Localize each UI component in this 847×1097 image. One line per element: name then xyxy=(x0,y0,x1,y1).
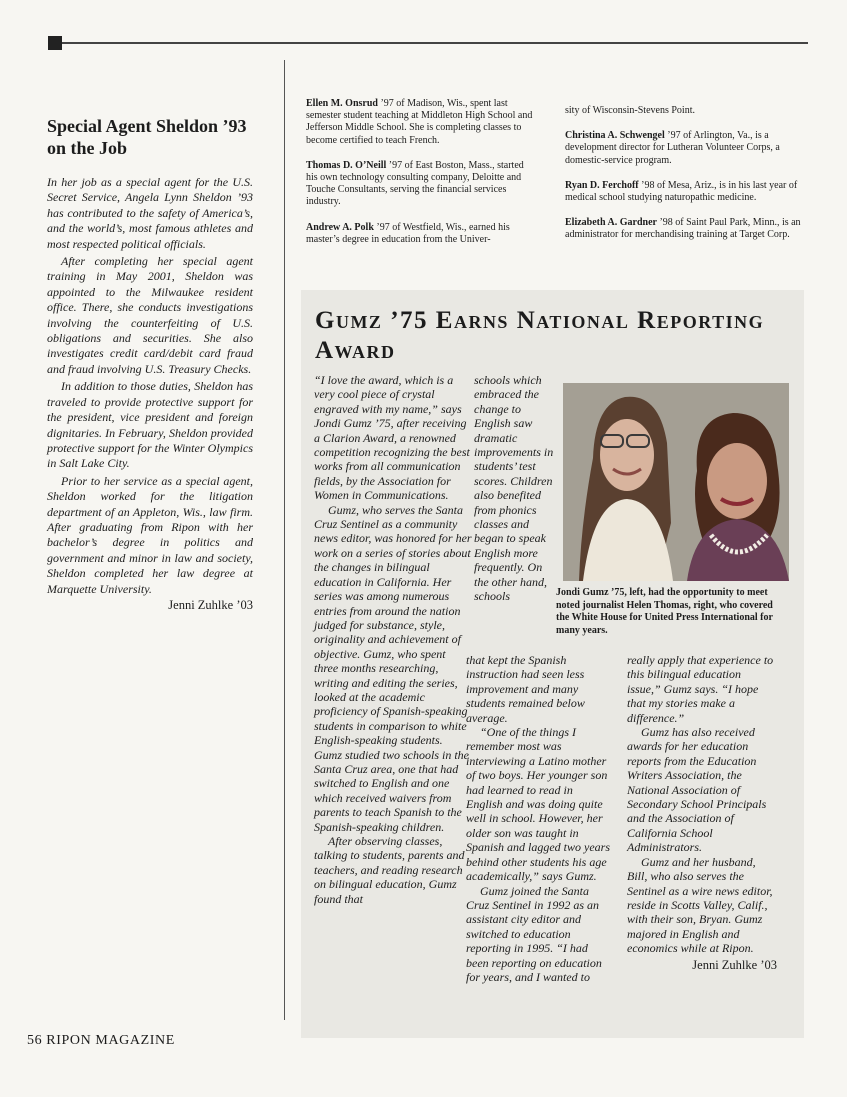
feature-article-box xyxy=(301,290,804,1038)
article-paragraph: Gumz joined the Santa Cruz Sentinel in 1992 as an assistant city editor and switched to education reporting in 1995. “I had been reporting on education for years, and I wanted to xyxy=(466,883,602,984)
class-note-name: Thomas D. O’Neill xyxy=(306,159,387,171)
feature-headline: Gumz ’75 Earns National Reporting Award xyxy=(315,307,765,364)
class-note xyxy=(565,217,803,241)
article-column-2 xyxy=(466,653,610,984)
article-paragraph: really apply that experience to this bilingual education issue,” Gumz says. “I hope that my stories make a difference.” xyxy=(627,653,774,725)
class-note-text: ’98 of Mesa, Ariz., is in his last year of medical school studying naturopathic medicine. xyxy=(565,179,798,204)
class-note-name: Elizabeth A. Gardner xyxy=(565,217,657,229)
article-paragraph: Gumz has also received awards for her education reports from the Education Writers Association, the National Association of Secondary School Principals and the Association of California School Administrators. xyxy=(627,725,767,855)
article-paragraph: that kept the Spanish instruction had seen less improvement and many students remained below average. xyxy=(466,653,585,725)
sidebar-byline: Jenni Zuhlke ’03 xyxy=(168,597,253,612)
top-rule xyxy=(48,40,808,46)
column-divider xyxy=(284,60,285,1020)
sidebar-paragraph: Prior to her service as a special agent, Sheldon worked for the litigation department of an Appleton, Wis., law firm. After graduating from Ripon with her bachelor’s degree in politics and government and minor in law and society, Sheldon completed her law degree at Marquette University. xyxy=(47,473,253,596)
class-note xyxy=(565,180,803,204)
header-rule-line xyxy=(62,42,808,44)
sidebar-paragraph: In her job as a special agent for the U.S. Secret Service, Angela Lynn Sheldon ’93 has contributed to the safety of America’s, and the world’s, most famous athletes and most respected political officials. xyxy=(47,175,253,251)
class-notes-column-2 xyxy=(565,105,803,255)
article-paragraph: Gumz and her husband, Bill, who also serves the Sentinel as a wire news editor, reside in Scotts Valley, Calif., with their son, Bryan. Gumz majored in English and economics while at Ripon. xyxy=(627,854,773,956)
article-byline: Jenni Zuhlke ’03 xyxy=(692,957,777,972)
class-note-name: Andrew A. Polk xyxy=(306,221,374,233)
class-note-text: ’97 of Madison, Wis., spent last semester student teaching at Middleton High School and Jefferson Middle School. She is completing classes to become certified to teach French. xyxy=(306,98,533,146)
class-note xyxy=(306,98,534,147)
sidebar-paragraph: In addition to those duties, Sheldon has traveled to provide protective support for the president, vice president and foreign dignitaries. In February, Sheldon provided protective support for the Winter Olympics in Salt Lake City. xyxy=(47,379,253,471)
class-note-text: ’98 of Saint Paul Park, Minn., is an administrator for merchandising training at Target Corp. xyxy=(565,217,801,241)
class-notes-column-1 xyxy=(306,98,534,259)
class-note-name: Christina A. Schwengel xyxy=(565,130,665,142)
page-footer: 56 RIPON MAGAZINE xyxy=(27,1033,175,1048)
article-paragraph: Gumz, who serves the Santa Cruz Sentinel as a community news editor, was honored for her work on a series of stories about the changes in bilingual education in California. Her series was among numerous entries from around the nation judged for substance, style, originality and achievement of objective. Gumz, who spent three months researching, writing and editing the series, looked at the academic proficiency of Spanish-speaking students in comparison to white English-speaking students. Gumz studied two schools in the Santa Cruz area, one that had switched to English and one which received waivers from parents to teach Spanish to the Spanish-speaking children. xyxy=(314,502,472,834)
photo-caption: Jondi Gumz ’75, left, had the opportunity to meet noted journalist Helen Thomas, right, who covered the White House for United Press International for many years. xyxy=(556,587,773,636)
article-column-1 xyxy=(314,373,472,906)
class-note-text: ’97 of Arlington, Va., is a development director for Lutheran Volunteer Corps, a domestic-service program. xyxy=(565,130,780,166)
class-note xyxy=(565,130,803,167)
article-column-3 xyxy=(627,653,777,972)
class-note xyxy=(306,222,534,246)
class-note-text: ’97 of Westfield, Wis., earned his master’s degree in education from the Univer- xyxy=(306,221,510,245)
header-square-ornament xyxy=(48,36,62,50)
sidebar-title: Special Agent Sheldon ’93 on the Job xyxy=(47,116,247,158)
class-note-name: Ryan D. Ferchoff xyxy=(565,179,639,191)
photo-illustration xyxy=(563,383,789,581)
class-note-continuation: sity of Wisconsin-Stevens Point. xyxy=(565,105,695,116)
article-paragraph: After observing classes, talking to students, parents and teachers, and reading research on bilingual education, Gumz found that xyxy=(314,834,465,906)
sidebar-paragraph: After completing her special agent training in May 2001, Sheldon was appointed to the Milwaukee resident office. There, she conducts investigations involving the counterfeiting of U.S. obligations and securities. She also investigates credit card/debit card fraud and fraud involving U.S. Treasury Checks. xyxy=(47,254,253,376)
class-note-text: ’97 of East Boston, Mass., started his own technology consulting company, Deloitte and Touche Consultants, serving the financial services industry. xyxy=(306,159,524,208)
class-note xyxy=(306,160,534,209)
article-paragraph: “I love the award, which is a very cool piece of crystal engraved with my name,” says Jondi Gumz ’75, after receiving a Clarion Award, a renowned competition recognizing the best works from all communication fields, by the Association for Women in Communications. xyxy=(314,373,470,503)
article-paragraph: schools which embraced the change to English saw dramatic improvements in students’ test scores. Children also benefited from phonics classes and began to speak English more frequently. On the other hand, schools xyxy=(474,373,554,604)
photo-gumz-and-thomas xyxy=(563,383,789,581)
sidebar-story xyxy=(47,115,253,613)
article-column-2-narrow xyxy=(474,373,554,604)
article-paragraph: “One of the things I remember most was interviewing a Latino mother of two boys. Her younger son had learned to read in English and was doing quite well in school. However, her older son was taught in Spanish and lagged two years behind other students his age academically,” says Gumz. xyxy=(466,725,610,884)
class-note-name: Ellen M. Onsrud xyxy=(306,98,378,109)
